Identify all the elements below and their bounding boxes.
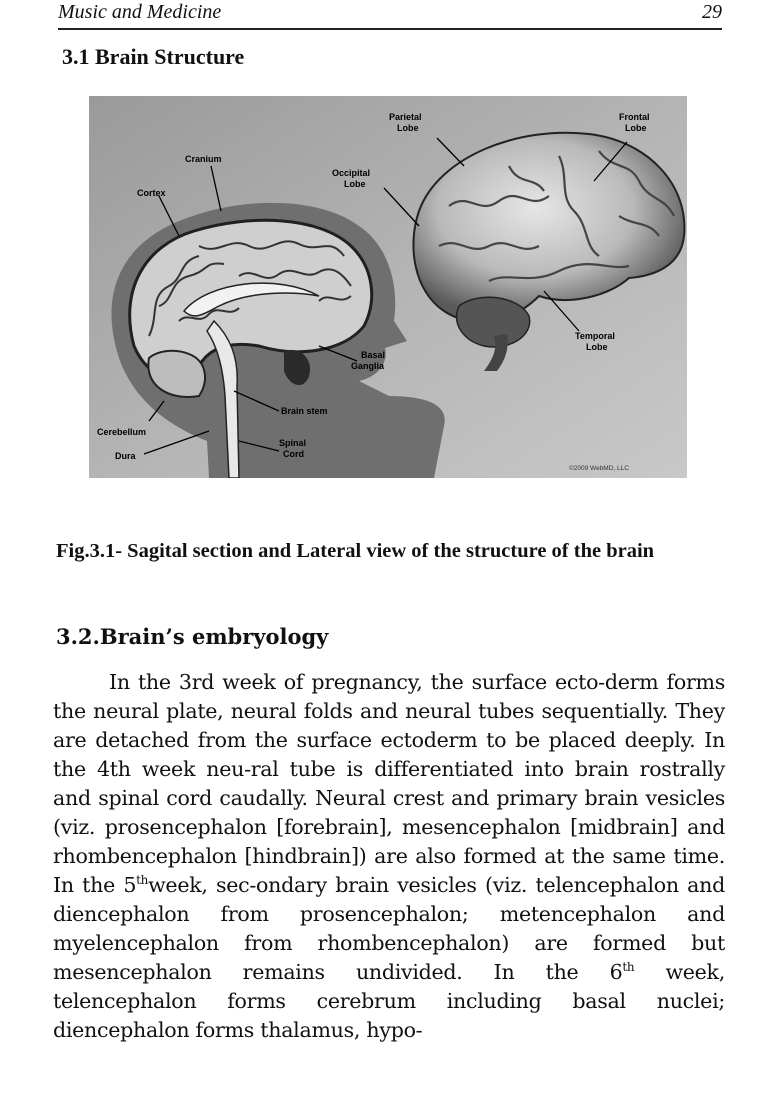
label-brain-stem: Brain stem	[281, 406, 328, 416]
label-dura: Dura	[115, 451, 136, 461]
section-heading-brain-structure: 3.1 Brain Structure	[62, 44, 245, 69]
label-frontal: Frontal Lobe	[619, 112, 650, 133]
label-spinal-cord: Spinal Cord	[279, 438, 307, 459]
brain-figure	[89, 96, 687, 478]
label-occipital: Occipital Lobe	[332, 168, 371, 189]
brain-illustration	[89, 96, 687, 478]
paragraph-embryology: In the 3rd week of pregnancy, the surface ecto-derm forms the neural plate, neural folds and neural tubes sequentially. They are detached from the surface ectoderm to be placed deeply. In the 4th week neu-ral tube is differentiated into brain rostrally and spinal cord caudally. Neural crest and primary brain vesicles (viz. prosencephalon [forebrain], mesencephalon [midbrain] and rhombencephalon [hindbrain]) are also formed at the same time. In the 5thweek, sec-ondary brain vesicles (viz. telencephalon and diencephalon from prosencephalon; metencephalon and myelencephalon from rhombencephalon) are formed but mesencephalon remains undivided. In the 6th week, telencephalon forms cerebrum including basal nuclei; diencephalon forms thalamus, hypo-	[53, 670, 726, 1042]
body-paragraph	[53, 668, 725, 1045]
section-heading-embryology: 3.2.Brain’s embryology	[56, 624, 329, 649]
label-cranium: Cranium	[185, 154, 222, 164]
label-temporal: Temporal Lobe	[575, 331, 615, 352]
label-parietal: Parietal Lobe	[389, 112, 422, 133]
figure-caption: Fig.3.1- Sagital section and Lateral view of the structure of the brain	[56, 540, 655, 562]
running-title: Music and Medicine	[58, 1, 222, 23]
running-header	[58, 0, 722, 30]
label-cerebellum: Cerebellum	[97, 427, 147, 437]
label-cortex: Cortex	[137, 188, 166, 198]
label-basal-ganglia: Basal Ganglia	[351, 350, 386, 371]
copyright-notice: ©2009 WebMD, LLC	[569, 465, 629, 472]
page-number: 29	[702, 1, 722, 23]
